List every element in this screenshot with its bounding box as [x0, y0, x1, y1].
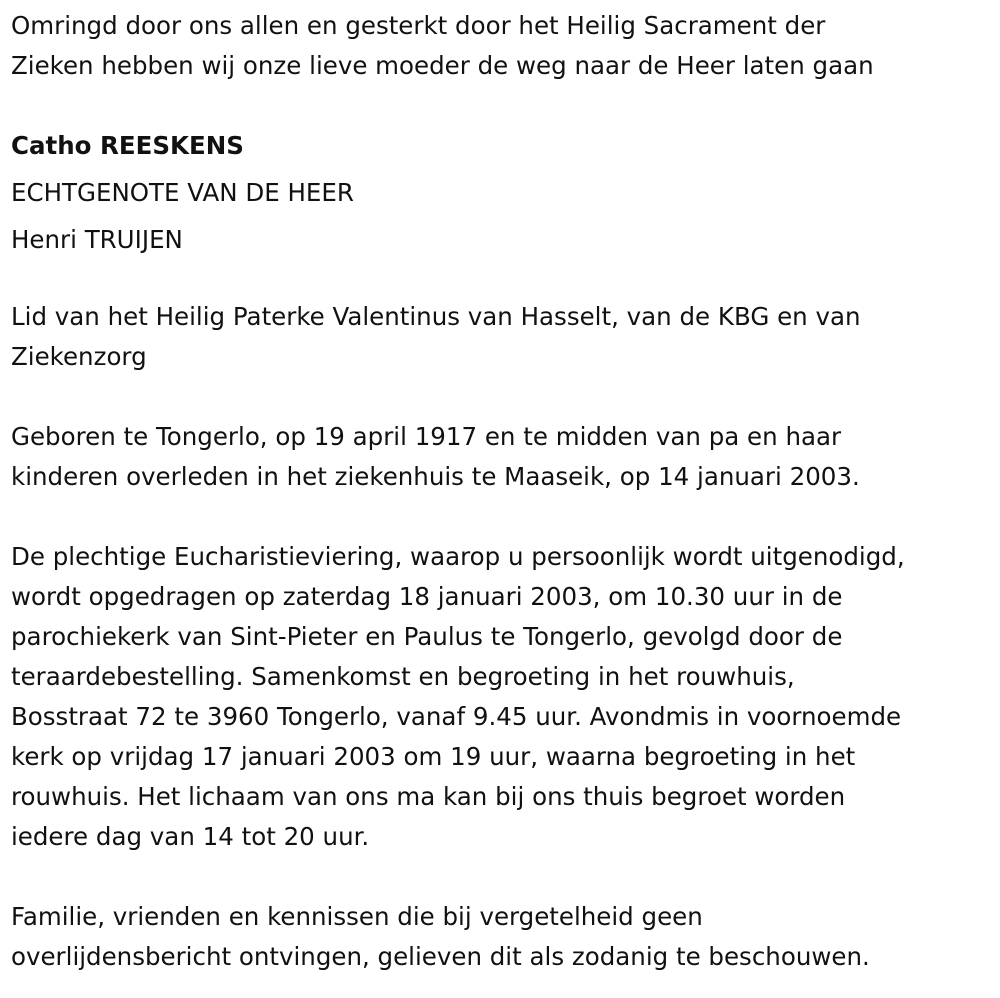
service-line-6: kerk op vrijdag 17 januari 2003 om 19 uur, waarna begroeting in het: [11, 742, 856, 771]
deceased-name: Catho REESKENS: [11, 131, 244, 160]
membership-line-1: Lid van het Heilig Paterke Valentinus van Hasselt, van de KBG en van: [11, 302, 861, 331]
spacer: [11, 86, 996, 125]
service-line-2: wordt opgedragen op zaterdag 18 januari 2003, om 10.30 uur in de: [11, 582, 843, 611]
spacer: [11, 263, 996, 297]
spacer: [11, 377, 996, 417]
relation-line: ECHTGENOTE VAN DE HEER: [11, 178, 354, 207]
membership-line-2: Ziekenzorg: [11, 342, 147, 371]
birth-death-paragraph: [11, 417, 996, 497]
membership-paragraph: [11, 297, 996, 377]
intro-paragraph: [11, 6, 996, 86]
deceased-block: [11, 123, 996, 263]
service-line-1: De plechtige Eucharistieviering, waarop u persoonlijk wordt uitgenodigd,: [11, 542, 905, 571]
service-line-5: Bosstraat 72 te 3960 Tongerlo, vanaf 9.45 uur. Avondmis in voornoemde: [11, 702, 902, 731]
obituary-document: [11, 6, 996, 977]
closing-line-2: overlijdensbericht ontvingen, gelieven dit als zodanig te beschouwen.: [11, 942, 870, 971]
service-line-8: iedere dag van 14 tot 20 uur.: [11, 822, 370, 851]
service-line-4: teraardebestelling. Samenkomst en begroeting in het rouwhuis,: [11, 662, 795, 691]
spouse-name: Henri TRUIJEN: [11, 225, 183, 254]
spacer: [11, 497, 996, 537]
intro-line-2: Zieken hebben wij onze lieve moeder de weg naar de Heer laten gaan: [11, 51, 874, 80]
spacer: [11, 857, 996, 897]
service-paragraph: [11, 537, 996, 857]
service-line-7: rouwhuis. Het lichaam van ons ma kan bij ons thuis begroet worden: [11, 782, 846, 811]
closing-line-1: Familie, vrienden en kennissen die bij vergetelheid geen: [11, 902, 703, 931]
birth-death-line-2: kinderen overleden in het ziekenhuis te Maaseik, op 14 januari 2003.: [11, 462, 860, 491]
closing-paragraph: [11, 897, 996, 977]
intro-line-1: Omringd door ons allen en gesterkt door het Heilig Sacrament der: [11, 11, 826, 40]
birth-death-line-1: Geboren te Tongerlo, op 19 april 1917 en te midden van pa en haar: [11, 422, 842, 451]
service-line-3: parochiekerk van Sint-Pieter en Paulus te Tongerlo, gevolgd door de: [11, 622, 843, 651]
